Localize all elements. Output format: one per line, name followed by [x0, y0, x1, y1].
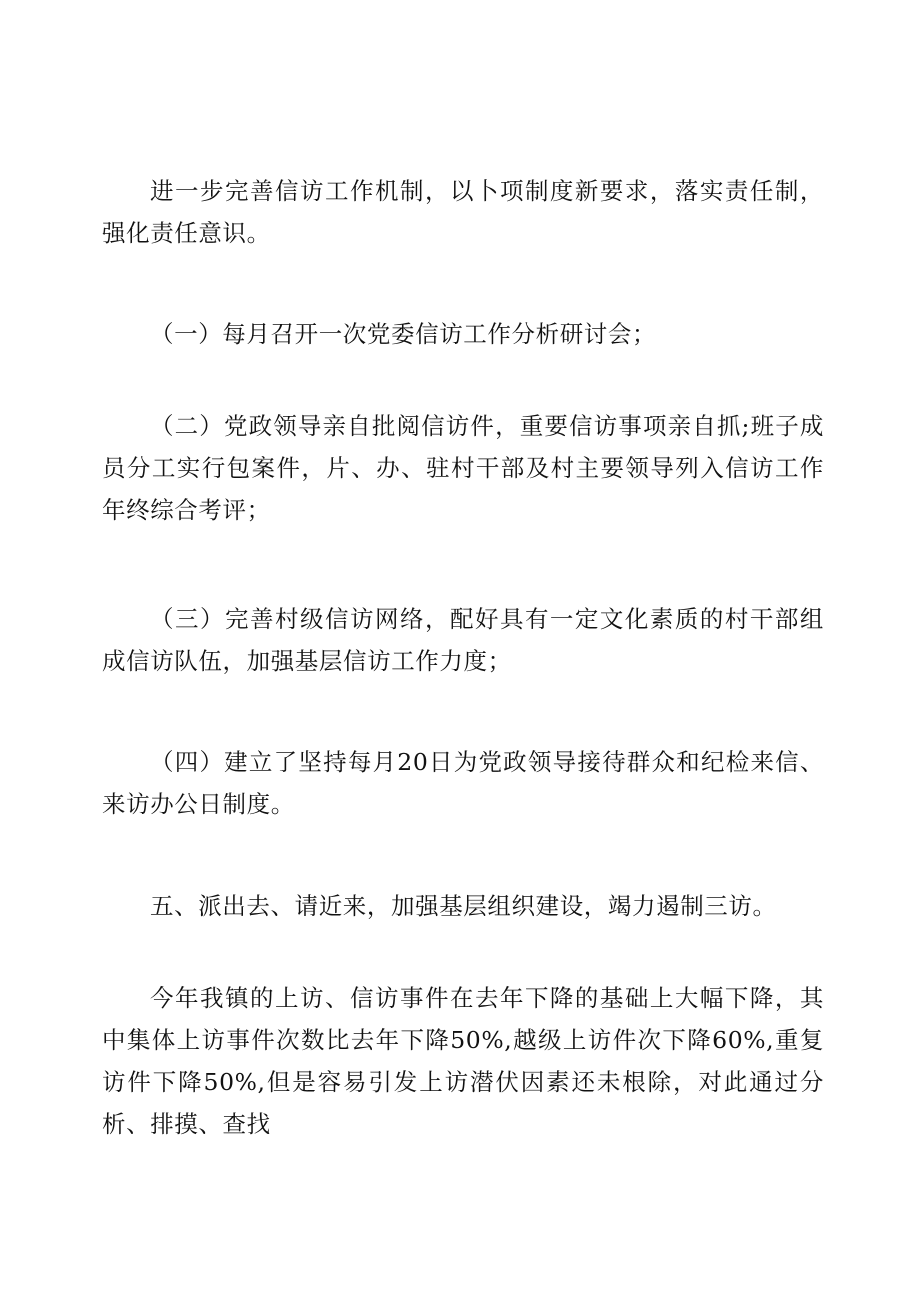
- paragraph-item-one: （一）每月召开一次党委信访工作分析研讨会；: [150, 320, 657, 348]
- paragraph-statistics: 今年我镇的上访、信访事件在去年下降的基础上大幅下降，其中集体上访事件次数比去年下降50%,越级上访件次下降60%,重复访件下降50%,但是容易引发上访潜伏因素还未根除，对此通过分析、排摸、查找: [102, 984, 824, 1138]
- section-heading-five: 五、派出去、请近来，加强基层组织建设，竭力遏制三访。: [150, 892, 777, 920]
- paragraph-mechanism-intro: 进一步完善信访工作机制，以卜项制度新要求，落实责任制，强化责任意识。: [102, 177, 824, 247]
- paragraph-item-four: （四）建立了坚持每月20日为党政领导接待群众和纪检来信、来访办公日制度。: [102, 748, 824, 818]
- paragraph-item-three: （三）完善村级信访网络，配好具有一定文化素质的村干部组成信访队伍，加强基层信访工作力度；: [102, 605, 824, 675]
- paragraph-item-two: （二）党政领导亲自批阅信访件，重要信访事项亲自抓;班子成员分工实行包案件，片、办、驻村干部及村主要领导列入信访工作年终综合考评；: [102, 412, 824, 524]
